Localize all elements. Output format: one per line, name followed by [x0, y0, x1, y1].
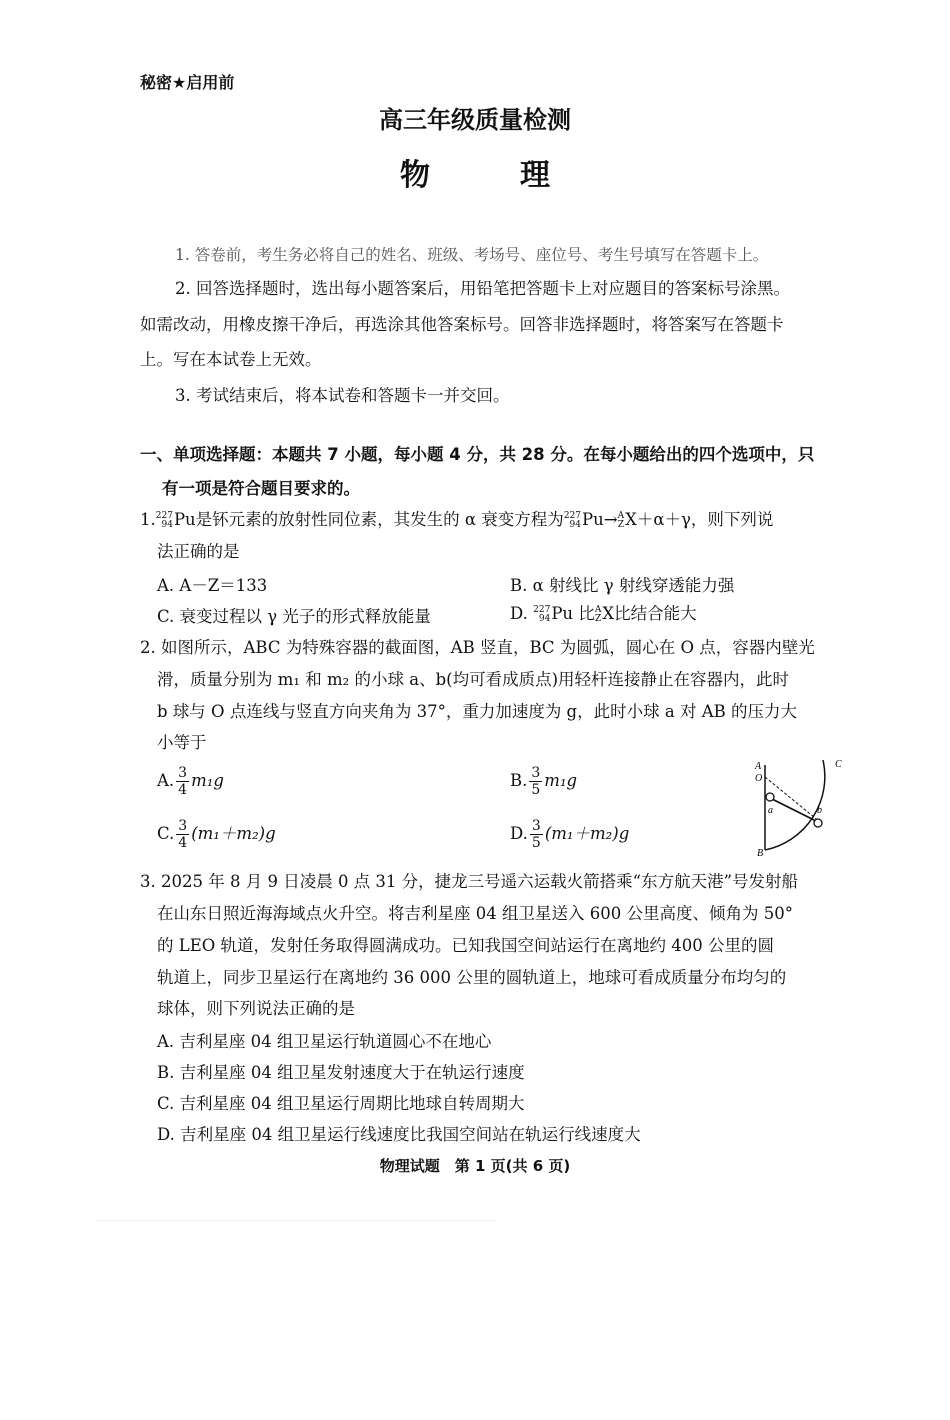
x-nuclide: A Z X [617, 510, 637, 530]
pu-nuclide-eq: 227 94 Pu [563, 510, 604, 530]
q3-line-4: 轨道上，同步卫星运行在离地约 36 000 公里的圆轨道上，地球可看成质量分布均匀的 [157, 968, 787, 987]
q3-option-a: A. 吉利星座 04 组卫星运行轨道圆心不在地心 [157, 1032, 492, 1051]
q2-line-2: 滑，质量分别为 m₁ 和 m₂ 的小球 a、b(均可看成质点)用轻杆连接静止在容器内，此时 [157, 670, 790, 689]
label-O: O [755, 773, 763, 784]
label-B: B [757, 848, 764, 859]
q2-option-b: B. $\frac{3}{5}$ m₁g [510, 765, 578, 798]
notice-2b: 如需改动，用橡皮擦干净后，再选涂其他答案标号。回答非选择题时，将答案写在答题卡 [140, 315, 784, 334]
notice-2c: 上。写在本试卷上无效。 [140, 350, 322, 369]
notice-1: 1. 答卷前，考生务必将自己的姓名、班级、考场号、座位号、考生号填写在答题卡上。 [175, 246, 769, 264]
q1-option-b: B. α 射线比 γ 射线穿透能力强 [510, 576, 735, 595]
pu-nuclide: 227 94 Pu [155, 510, 196, 530]
q1-line-1: 1. 227 94 Pu是钚元素的放射性同位素，其发生的 α 衰变方程为 227 94 Pu→ A Z X＋α＋γ，则下列说 [140, 508, 773, 532]
container-diagram [745, 755, 855, 867]
q1-number: 1. [140, 510, 156, 529]
q3-line-3: 的 LEO 轨道，发射任务取得圆满成功。已知我国空间站运行在离地约 400 公里的圆 [157, 936, 775, 955]
q2-option-c: C. $\frac{3}{4}$ (m₁＋m₂)g [157, 818, 276, 851]
q2-option-a: A. $\frac{3}{4}$ m₁g [157, 765, 224, 798]
label-C: C [835, 759, 842, 770]
arc-bc [765, 760, 825, 850]
rod [768, 797, 818, 822]
label-a: a [768, 805, 773, 816]
notice-2a: 2. 回答选择题时，选出每小题答案后，用铅笔把答题卡上对应题目的答案标号涂黑。 [175, 279, 790, 298]
q3-option-c: C. 吉利星座 04 组卫星运行周期比地球自转周期大 [157, 1094, 525, 1113]
q1-option-d: D. 227 94 Pu 比 A Z X比结合能大 [510, 604, 697, 624]
bottom-divider [95, 1220, 495, 1221]
subject-title: 物 理 [400, 158, 580, 193]
q3-option-d: D. 吉利星座 04 组卫星运行线速度比我国空间站在轨运行线速度大 [157, 1125, 641, 1144]
q3-line-1: 3. 2025 年 8 月 9 日凌晨 0 点 31 分，捷龙三号遥六运载火箭搭乘“东方航天港”号发射船 [140, 872, 799, 891]
label-b: b [817, 805, 822, 816]
notice-3: 3. 考试结束后，将本试卷和答题卡一并交回。 [175, 386, 510, 405]
label-A: A [755, 761, 762, 772]
q1-option-a: A. A－Z＝133 [157, 576, 268, 595]
q3-line-5: 球体，则下列说法正确的是 [157, 999, 355, 1018]
q3-line-2: 在山东日照近海海域点火升空。将吉利星座 04 组卫星送入 600 公里高度、倾角为 50° [157, 904, 793, 923]
page-footer: 物理试题 第 1 页(共 6 页) [379, 1157, 571, 1175]
section-heading: 一、单项选择题：本题共 7 小题，每小题 4 分，共 28 分。在每小题给出的四个选项中，只 [140, 445, 815, 464]
section-heading-2: 有一项是符合题目要求的。 [162, 479, 360, 498]
q3-option-b: B. 吉利星座 04 组卫星发射速度大于在轨运行速度 [157, 1063, 525, 1082]
q2-line-4: 小等于 [157, 733, 207, 752]
q1-option-c: C. 衰变过程以 γ 光子的形式释放能量 [157, 607, 431, 626]
secret-label: 秘密★启用前 [140, 73, 235, 92]
q2-line-3: b 球与 O 点连线与竖直方向夹角为 37°，重力加速度为 g，此时小球 a 对 AB 的压力大 [157, 702, 797, 721]
ball-a [766, 793, 774, 801]
ball-b [814, 819, 822, 827]
exam-title: 高三年级质量检测 [379, 106, 571, 134]
q2-line-1: 2. 如图所示，ABC 为特殊容器的截面图，AB 竖直，BC 为圆弧，圆心在 O 点，容器内壁光 [140, 638, 815, 657]
q2-option-d: D. $\frac{3}{5}$ (m₁＋m₂)g [510, 818, 630, 851]
q1-line-2: 法正确的是 [157, 542, 240, 561]
